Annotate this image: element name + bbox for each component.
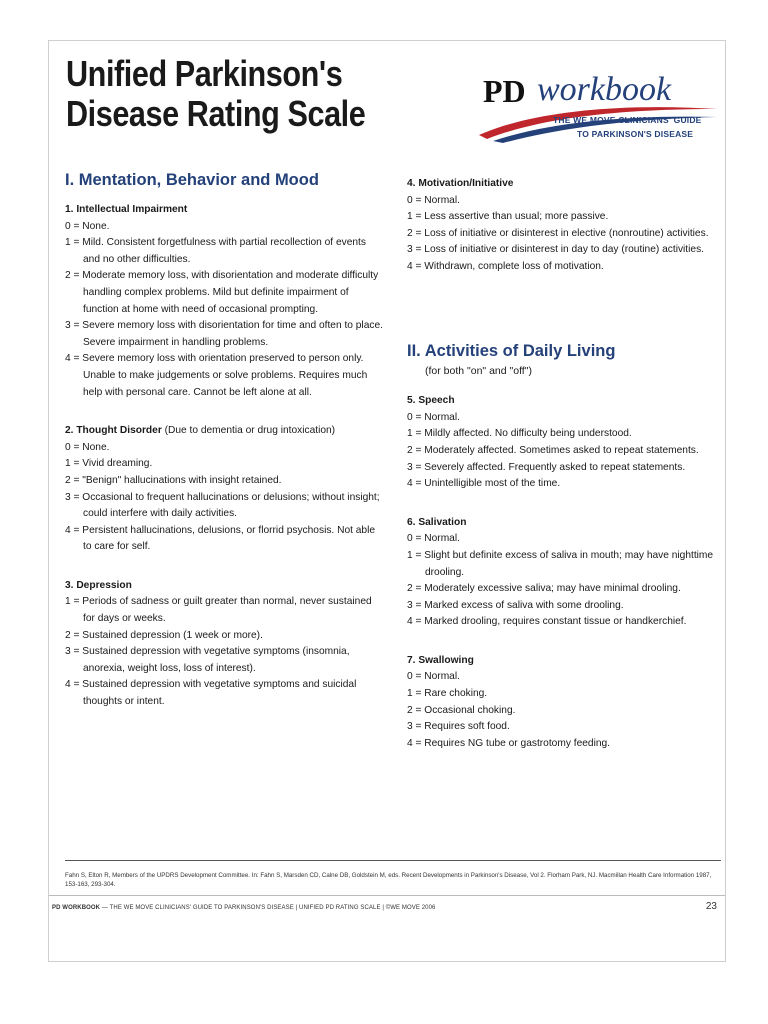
item-title: 1. Intellectual Impairment <box>65 204 188 215</box>
item-salivation <box>407 515 719 631</box>
option: 0 = None. <box>65 441 110 453</box>
option: 0 = Normal. <box>407 533 460 545</box>
item-speech <box>407 393 719 493</box>
footer-brand: PD WORKBOOK <box>52 905 101 911</box>
citation: Fahn S, Elton R, Members of the UPDRS Development Committee. In: Fahn S, Marsden CD, Calne DB, Goldstein M, eds. Recent Developments in Parkinson's Disease, Vol 2. Florham Park, NJ. Macmillan Health Care Information 1987, 153-163, 293-304. <box>65 872 712 889</box>
item-note: (Due to dementia or drug intoxication) <box>161 425 336 437</box>
item-title: 4. Motivation/Initiative <box>407 178 514 189</box>
option: 3 = Severely affected. Frequently asked to repeat statements. <box>407 461 686 473</box>
option: 3 = Severe memory loss with disorientation for time and often to place. Severe impairment in handling problems. <box>65 320 383 348</box>
option: 0 = Normal. <box>407 194 460 206</box>
option: 2 = Loss of initiative or disinterest in elective (nonroutine) activities. <box>407 227 709 239</box>
option: 1 = Slight but definite excess of saliva in mouth; may have nighttime drooling. <box>407 549 714 578</box>
right-column <box>407 176 719 774</box>
option: 4 = Persistent hallucinations, delusions, or florrid psychosis. Not able to care for self. <box>65 524 376 553</box>
item-thought-disorder <box>65 423 383 556</box>
option: 2 = Moderately excessive saliva; may have minimal drooling. <box>407 583 681 595</box>
section-1-heading: I. Mentation, Behavior and Mood <box>65 171 319 189</box>
item-title: 3. Depression <box>65 579 132 591</box>
spacer <box>407 298 719 340</box>
option: 4 = Marked drooling, requires constant tissue or handkerchief. <box>407 616 687 628</box>
footer-text: — THE WE MOVE CLINICIANS' GUIDE TO PARKINSON'S DISEASE | UNIFIED PD RATING SCALE | ©WE MOVE 2006 <box>100 905 436 911</box>
logo-workbook-text: workbook <box>537 71 672 108</box>
option: 1 = Periods of sadness or guilt greater than normal, never sustained for days or weeks. <box>65 596 372 625</box>
title-line-1: Unified Parkinson's <box>66 53 343 94</box>
footer-divider <box>49 895 725 896</box>
item-title: 2. Thought Disorder (Due to dementia or drug intoxication) <box>65 425 336 437</box>
logo-pd-text: PD <box>483 73 526 109</box>
section-2-heading: II. Activities of Daily Living <box>407 341 616 360</box>
option: 4 = Requires NG tube or gastrotomy feeding. <box>407 737 611 749</box>
option: 3 = Requires soft food. <box>407 721 510 733</box>
document-page <box>48 40 726 962</box>
item-title: 7. Swallowing <box>407 654 474 666</box>
section-2-subheading: (for both "on" and "off") <box>425 364 532 377</box>
option: 3 = Loss of initiative or disinterest in day to day (routine) activities. <box>407 244 704 256</box>
option: 2 = Moderate memory loss, with disorientation and moderate difficulty handling complex problems. Mild but definite impairment of function at home with need of occasional prompting. <box>65 270 379 315</box>
option: 4 = Severe memory loss with orientation preserved to person only. Unable to make judgements or solve problems. Requires much help with personal care. Cannot be left alone at all. <box>65 353 368 398</box>
option: 1 = Rare choking. <box>407 688 488 700</box>
item-swallowing <box>407 653 719 753</box>
page-number: 23 <box>705 901 717 912</box>
option: 0 = Normal. <box>407 671 460 683</box>
item-title: 6. Salivation <box>407 516 467 528</box>
item-depression <box>65 578 383 711</box>
option: 2 = Sustained depression (1 week or more). <box>65 629 263 641</box>
option: 2 = Occasional choking. <box>407 704 516 716</box>
item-title: 5. Speech <box>407 395 455 407</box>
option: 2 = "Benign" hallucinations with insight retained. <box>65 474 282 486</box>
page-footer <box>52 905 435 911</box>
option: 1 = Mild. Consistent forgetfulness with partial recollection of events and no other difficulties. <box>65 237 366 265</box>
pd-workbook-logo <box>473 69 719 145</box>
logo-tagline-1: THE WE MOVE CLINICIANS' GUIDE <box>553 115 702 125</box>
left-column <box>65 169 383 733</box>
option: 3 = Marked excess of saliva with some drooling. <box>407 599 624 611</box>
item-motivation-initiative <box>407 176 719 276</box>
page-title <box>66 54 365 134</box>
option: 3 = Sustained depression with vegetative symptoms (insomnia, anorexia, weight loss, loss of interest). <box>65 646 350 674</box>
option: 3 = Occasional to frequent hallucinations or delusions; without insight; could interfere with daily activities. <box>65 491 380 520</box>
citation-divider <box>65 860 721 861</box>
option: 2 = Moderately affected. Sometimes asked to repeat statements. <box>407 444 699 456</box>
option: 1 = Mildly affected. No difficulty being understood. <box>407 428 632 440</box>
option: 4 = Unintelligible most of the time. <box>407 478 561 490</box>
option: 4 = Sustained depression with vegetative symptoms and suicidal thoughts or intent. <box>65 679 357 708</box>
item-intellectual-impairment <box>65 202 383 401</box>
logo-tagline-2: TO PARKINSON'S DISEASE <box>577 129 694 139</box>
option: 0 = None. <box>65 220 110 232</box>
option: 0 = Normal. <box>407 411 460 423</box>
title-line-2: Disease Rating Scale <box>66 93 366 134</box>
option: 1 = Less assertive than usual; more passive. <box>407 211 609 223</box>
option: 1 = Vivid dreaming. <box>65 458 153 470</box>
option: 4 = Withdrawn, complete loss of motivation. <box>407 260 604 272</box>
